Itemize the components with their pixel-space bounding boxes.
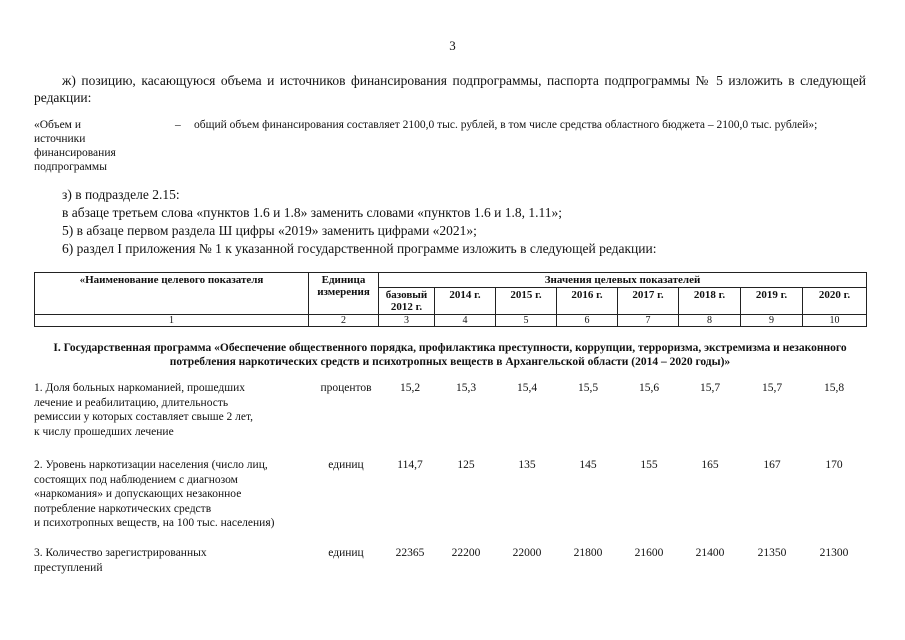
column-number: 7: [618, 315, 679, 327]
column-number: 3: [379, 315, 435, 327]
year-header: 2020 г.: [803, 288, 867, 315]
indicator-value: 21800: [573, 547, 603, 559]
page-number: 3: [449, 38, 456, 53]
indicator-value: 15,7: [761, 382, 783, 394]
column-number: 6: [557, 315, 618, 327]
column-number: 5: [496, 315, 557, 327]
col-values-header: Значения целевых показателей: [379, 273, 867, 288]
year-header: 2019 г.: [741, 288, 803, 315]
indicator-value: 21400: [695, 547, 725, 559]
indicator-name-line: потребление наркотических средств: [34, 502, 212, 515]
indicator-value: 155: [640, 459, 658, 471]
indicator-value: 21300: [819, 547, 849, 559]
indicator-value: 15,8: [823, 382, 845, 394]
indicator-value: 167: [763, 459, 781, 471]
passport-dash: –: [175, 119, 181, 131]
indicator-name: [34, 546, 312, 575]
col-name-header: «Наименование целевого показателя: [35, 273, 309, 315]
column-number: 8: [679, 315, 741, 327]
passport-label: «Объем и источники финансирования подпрограммы: [34, 119, 116, 173]
intro-paragraph: ж) позицию, касающуюся объема и источников финансирования подпрограммы, паспорта подпрограммы № 5 изложить в следующей редакции:: [34, 73, 866, 105]
indicator-value: 15,7: [699, 382, 721, 394]
indicator-value: 145: [579, 459, 597, 471]
indicator-value: 15,3: [455, 382, 477, 394]
indicator-name: [34, 381, 312, 439]
indicator-unit: процентов: [320, 382, 372, 394]
indicators-table-header: [34, 272, 867, 327]
column-number: 2: [309, 315, 379, 327]
indicator-value: 22000: [512, 547, 542, 559]
indicator-name-line: 1. Доля больных наркоманией, прошедших: [34, 382, 246, 394]
column-number: 10: [803, 315, 867, 327]
indicator-value: 114,7: [397, 459, 423, 471]
year-header: 2018 г.: [679, 288, 741, 315]
indicator-unit: единиц: [328, 547, 364, 559]
col-unit-header: Единица измерения: [309, 273, 379, 315]
indicator-value: 135: [518, 459, 536, 471]
indicator-name-line: «наркомания» и допускающих незаконное: [34, 488, 242, 500]
indicator-name-line: 3. Количество зарегистрированных: [34, 547, 207, 559]
indicator-value: 21600: [634, 547, 664, 559]
indicator-name-line: состоящих под наблюдением с диагнозом: [34, 473, 238, 486]
amendment-item-6: 6) раздел I приложения № 1 к указанной государственной программе изложить в следующей редакции:: [62, 241, 657, 256]
indicator-value: 15,4: [516, 382, 538, 394]
indicator-value: 22200: [451, 547, 481, 559]
indicator-value: 21350: [757, 547, 787, 559]
section-title: I. Государственная программа «Обеспечение общественного порядка, профилактика преступности, коррупции, терроризма, экстремизма и незаконного потребления наркотических средств и психотропных веществ в Архангельской области (2014 – 2020 годы)»: [53, 342, 847, 368]
year-header: 2014 г.: [435, 288, 496, 315]
indicator-value: 15,5: [577, 382, 599, 394]
indicator-value: 165: [701, 459, 719, 471]
year-header: 2017 г.: [618, 288, 679, 315]
indicator-value: 22365: [395, 547, 425, 559]
indicator-name-line: ремиссии у которых составляет свыше 2 лет,: [34, 411, 254, 423]
indicator-name-line: преступлений: [34, 561, 103, 574]
indicator-unit: единиц: [328, 459, 364, 471]
indicator-name-line: к числу прошедших лечение: [34, 425, 174, 438]
amendment-z-text: в абзаце третьем слова «пунктов 1.6 и 1.8» заменить словами «пунктов 1.6 и 1.8, 1.11»;: [62, 205, 562, 220]
year-header: базовый 2012 г.: [379, 288, 435, 315]
column-number: 1: [35, 315, 309, 327]
passport-value: общий объем финансирования составляет 2100,0 тыс. рублей, в том числе средства областного бюджета – 2100,0 тыс. рублей»;: [194, 119, 818, 131]
indicator-value: 15,2: [399, 382, 421, 394]
indicator-name-line: лечение и реабилитацию, длительность: [34, 396, 229, 409]
year-header: 2015 г.: [496, 288, 557, 315]
indicator-name-line: и психотропных веществ, на 100 тыс. населения): [34, 517, 275, 529]
indicator-name: [34, 458, 312, 531]
column-number: 9: [741, 315, 803, 327]
indicator-name-line: 2. Уровень наркотизации населения (число лиц,: [34, 459, 268, 471]
amendment-item-5: 5) в абзаце первом раздела Ш цифры «2019» заменить цифрами «2021»;: [62, 223, 477, 238]
column-number: 4: [435, 315, 496, 327]
indicator-value: 15,6: [638, 382, 660, 394]
amendment-z-title: з) в подразделе 2.15:: [62, 187, 180, 202]
indicator-value: 125: [457, 459, 475, 471]
indicator-value: 170: [825, 459, 843, 471]
year-header: 2016 г.: [557, 288, 618, 315]
